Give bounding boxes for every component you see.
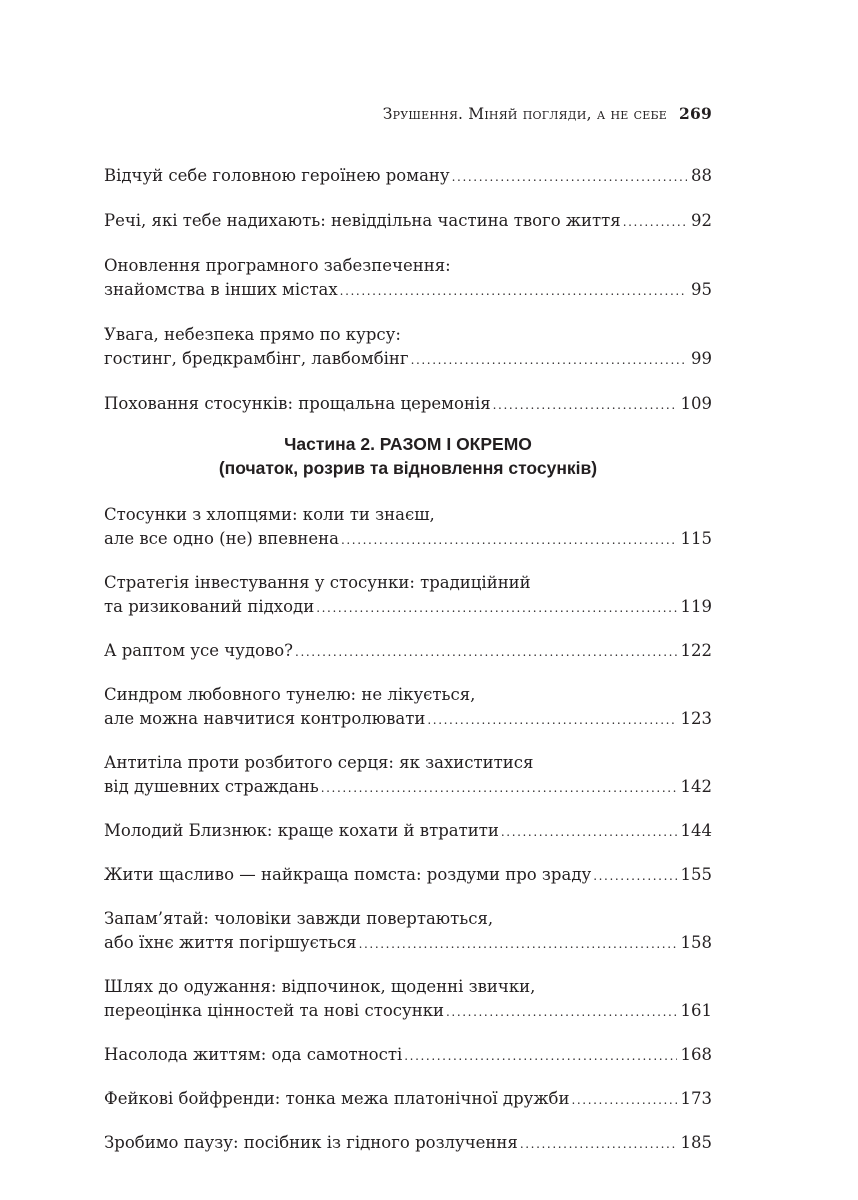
toc-entry-last-line (104, 347, 712, 372)
toc-entry (104, 639, 712, 664)
dot-leader (321, 776, 677, 800)
running-head-title: Зрушення. Міняй погляди, а не себе (382, 105, 668, 123)
toc-entry-title: Речі, які тебе надихають: невіддільна частина твого життя (104, 211, 621, 230)
toc-entry-title: Зробимо паузу: посібник із гідного розлучення (104, 1133, 518, 1152)
toc-entry-page-number: 95 (691, 280, 712, 299)
toc-entry-page-number: 168 (680, 1045, 712, 1064)
toc-section-1 (104, 164, 712, 437)
toc-entry-title: Жити щасливо — найкраща помста: роздуми про зраду (104, 865, 592, 884)
dot-leader (446, 1000, 676, 1024)
toc-entry-last-line (104, 1131, 712, 1156)
part-title: Частина 2. РАЗОМ І ОКРЕМО (284, 434, 532, 454)
toc-entry-last-line (104, 595, 712, 620)
toc-entry (104, 392, 712, 417)
toc-entry-page-number: 155 (680, 865, 712, 884)
toc-entry-title-line: Запам’ятай: чоловіки завжди повертаються, (104, 909, 494, 928)
dot-leader (316, 596, 676, 620)
toc-entry-page-number: 99 (691, 349, 712, 368)
toc-entry-title: та ризикований підходи (104, 597, 315, 616)
toc-entry-title: А раптом усе чудово? (104, 641, 294, 660)
dot-leader (623, 210, 687, 234)
toc-entry (104, 751, 712, 800)
toc-entry-last-line (104, 775, 712, 800)
toc-entry-title: знайомства в інших містах (104, 280, 338, 299)
toc-entry (104, 1131, 712, 1156)
toc-entry-last-line (104, 999, 712, 1024)
dot-leader (520, 1132, 677, 1156)
toc-entry-last-line (104, 278, 712, 303)
toc-entry-title: або їхнє життя погіршується (104, 933, 357, 952)
toc-entry-title: але можна навчитися контролювати (104, 709, 426, 728)
toc-entry-title-line: Стратегія інвестування у стосунки: традиційний (104, 573, 531, 592)
toc-entry-title-line: Оновлення програмного забезпечення: (104, 256, 451, 275)
toc-entry (104, 323, 712, 372)
toc-entry-last-line (104, 209, 712, 234)
toc-entry-page-number: 88 (691, 166, 712, 185)
toc-entry-page-number: 173 (680, 1089, 712, 1108)
toc-entry-page-number: 92 (691, 211, 712, 230)
toc-entry-page-number: 122 (680, 641, 712, 660)
running-head-page-number: 269 (679, 104, 712, 123)
toc-entry-page-number: 123 (680, 709, 712, 728)
toc-entry-title-line: Увага, небезпека прямо по курсу: (104, 325, 401, 344)
toc-entry (104, 819, 712, 844)
toc-entry-page-number: 109 (680, 394, 712, 413)
toc-entry-title: гостинг, бредкрамбінг, лавбомбінг (104, 349, 409, 368)
running-head (383, 104, 712, 123)
part-subtitle: (початок, розрив та відновлення стосунків) (218, 458, 598, 478)
toc-entry (104, 1087, 712, 1112)
dot-leader (411, 348, 687, 372)
toc-entry-title-line: Стосунки з хлопцями: коли ти знаєш, (104, 505, 435, 524)
toc-entry-title: Поховання стосунків: прощальна церемонія (104, 394, 491, 413)
toc-entry-title: від душевних страждань (104, 777, 319, 796)
dot-leader (404, 1044, 676, 1068)
toc-entry-last-line (104, 1087, 712, 1112)
toc-entry-title-line: Шлях до одужання: відпочинок, щоденні звички, (104, 977, 536, 996)
toc-entry-page-number: 185 (680, 1133, 712, 1152)
dot-leader (295, 640, 676, 664)
toc-entry (104, 164, 712, 189)
dot-leader (341, 528, 677, 552)
dot-leader (493, 393, 677, 417)
toc-entry-title: переоцінка цінностей та нові стосунки (104, 1001, 445, 1020)
toc-entry-last-line (104, 639, 712, 664)
toc-entry-page-number: 144 (680, 821, 712, 840)
toc-entry-last-line (104, 527, 712, 552)
toc-entry-title: Насолода життям: ода самотності (104, 1045, 403, 1064)
toc-entry-last-line (104, 819, 712, 844)
toc-entry-title: Фейкові бойфренди: тонка межа платонічної дружби (104, 1089, 570, 1108)
dot-leader (593, 864, 676, 888)
toc-entry-title: Відчуй себе головною героїнею роману (104, 166, 450, 185)
toc-entry (104, 254, 712, 303)
toc-entry-title: але все одно (не) впевнена (104, 529, 339, 548)
toc-entry (104, 571, 712, 620)
toc-entry-last-line (104, 1043, 712, 1068)
dot-leader (452, 165, 687, 189)
toc-entry-page-number: 119 (680, 597, 712, 616)
toc-entry-title: Молодий Близнюк: краще кохати й втратити (104, 821, 499, 840)
toc-entry-page-number: 158 (680, 933, 712, 952)
dot-leader (359, 932, 677, 956)
toc-entry-title-line: Синдром любовного тунелю: не лікується, (104, 685, 476, 704)
toc-entry-page-number: 142 (680, 777, 712, 796)
toc-entry-last-line (104, 164, 712, 189)
toc-entry (104, 683, 712, 732)
toc-entry-page-number: 115 (680, 529, 712, 548)
toc-entry (104, 209, 712, 234)
dot-leader (340, 279, 687, 303)
toc-entry-title-line: Антитіла проти розбитого серця: як захиститися (104, 753, 534, 772)
toc-entry (104, 863, 712, 888)
toc-entry-last-line (104, 931, 712, 956)
dot-leader (571, 1088, 676, 1112)
toc-section-2 (104, 503, 712, 1175)
toc-entry (104, 503, 712, 552)
dot-leader (501, 820, 677, 844)
dot-leader (427, 708, 676, 732)
toc-entry (104, 907, 712, 956)
toc-entry (104, 975, 712, 1024)
toc-entry (104, 1043, 712, 1068)
toc-entry-last-line (104, 863, 712, 888)
toc-entry-last-line (104, 707, 712, 732)
toc-entry-last-line (104, 392, 712, 417)
toc-entry-page-number: 161 (680, 1001, 712, 1020)
